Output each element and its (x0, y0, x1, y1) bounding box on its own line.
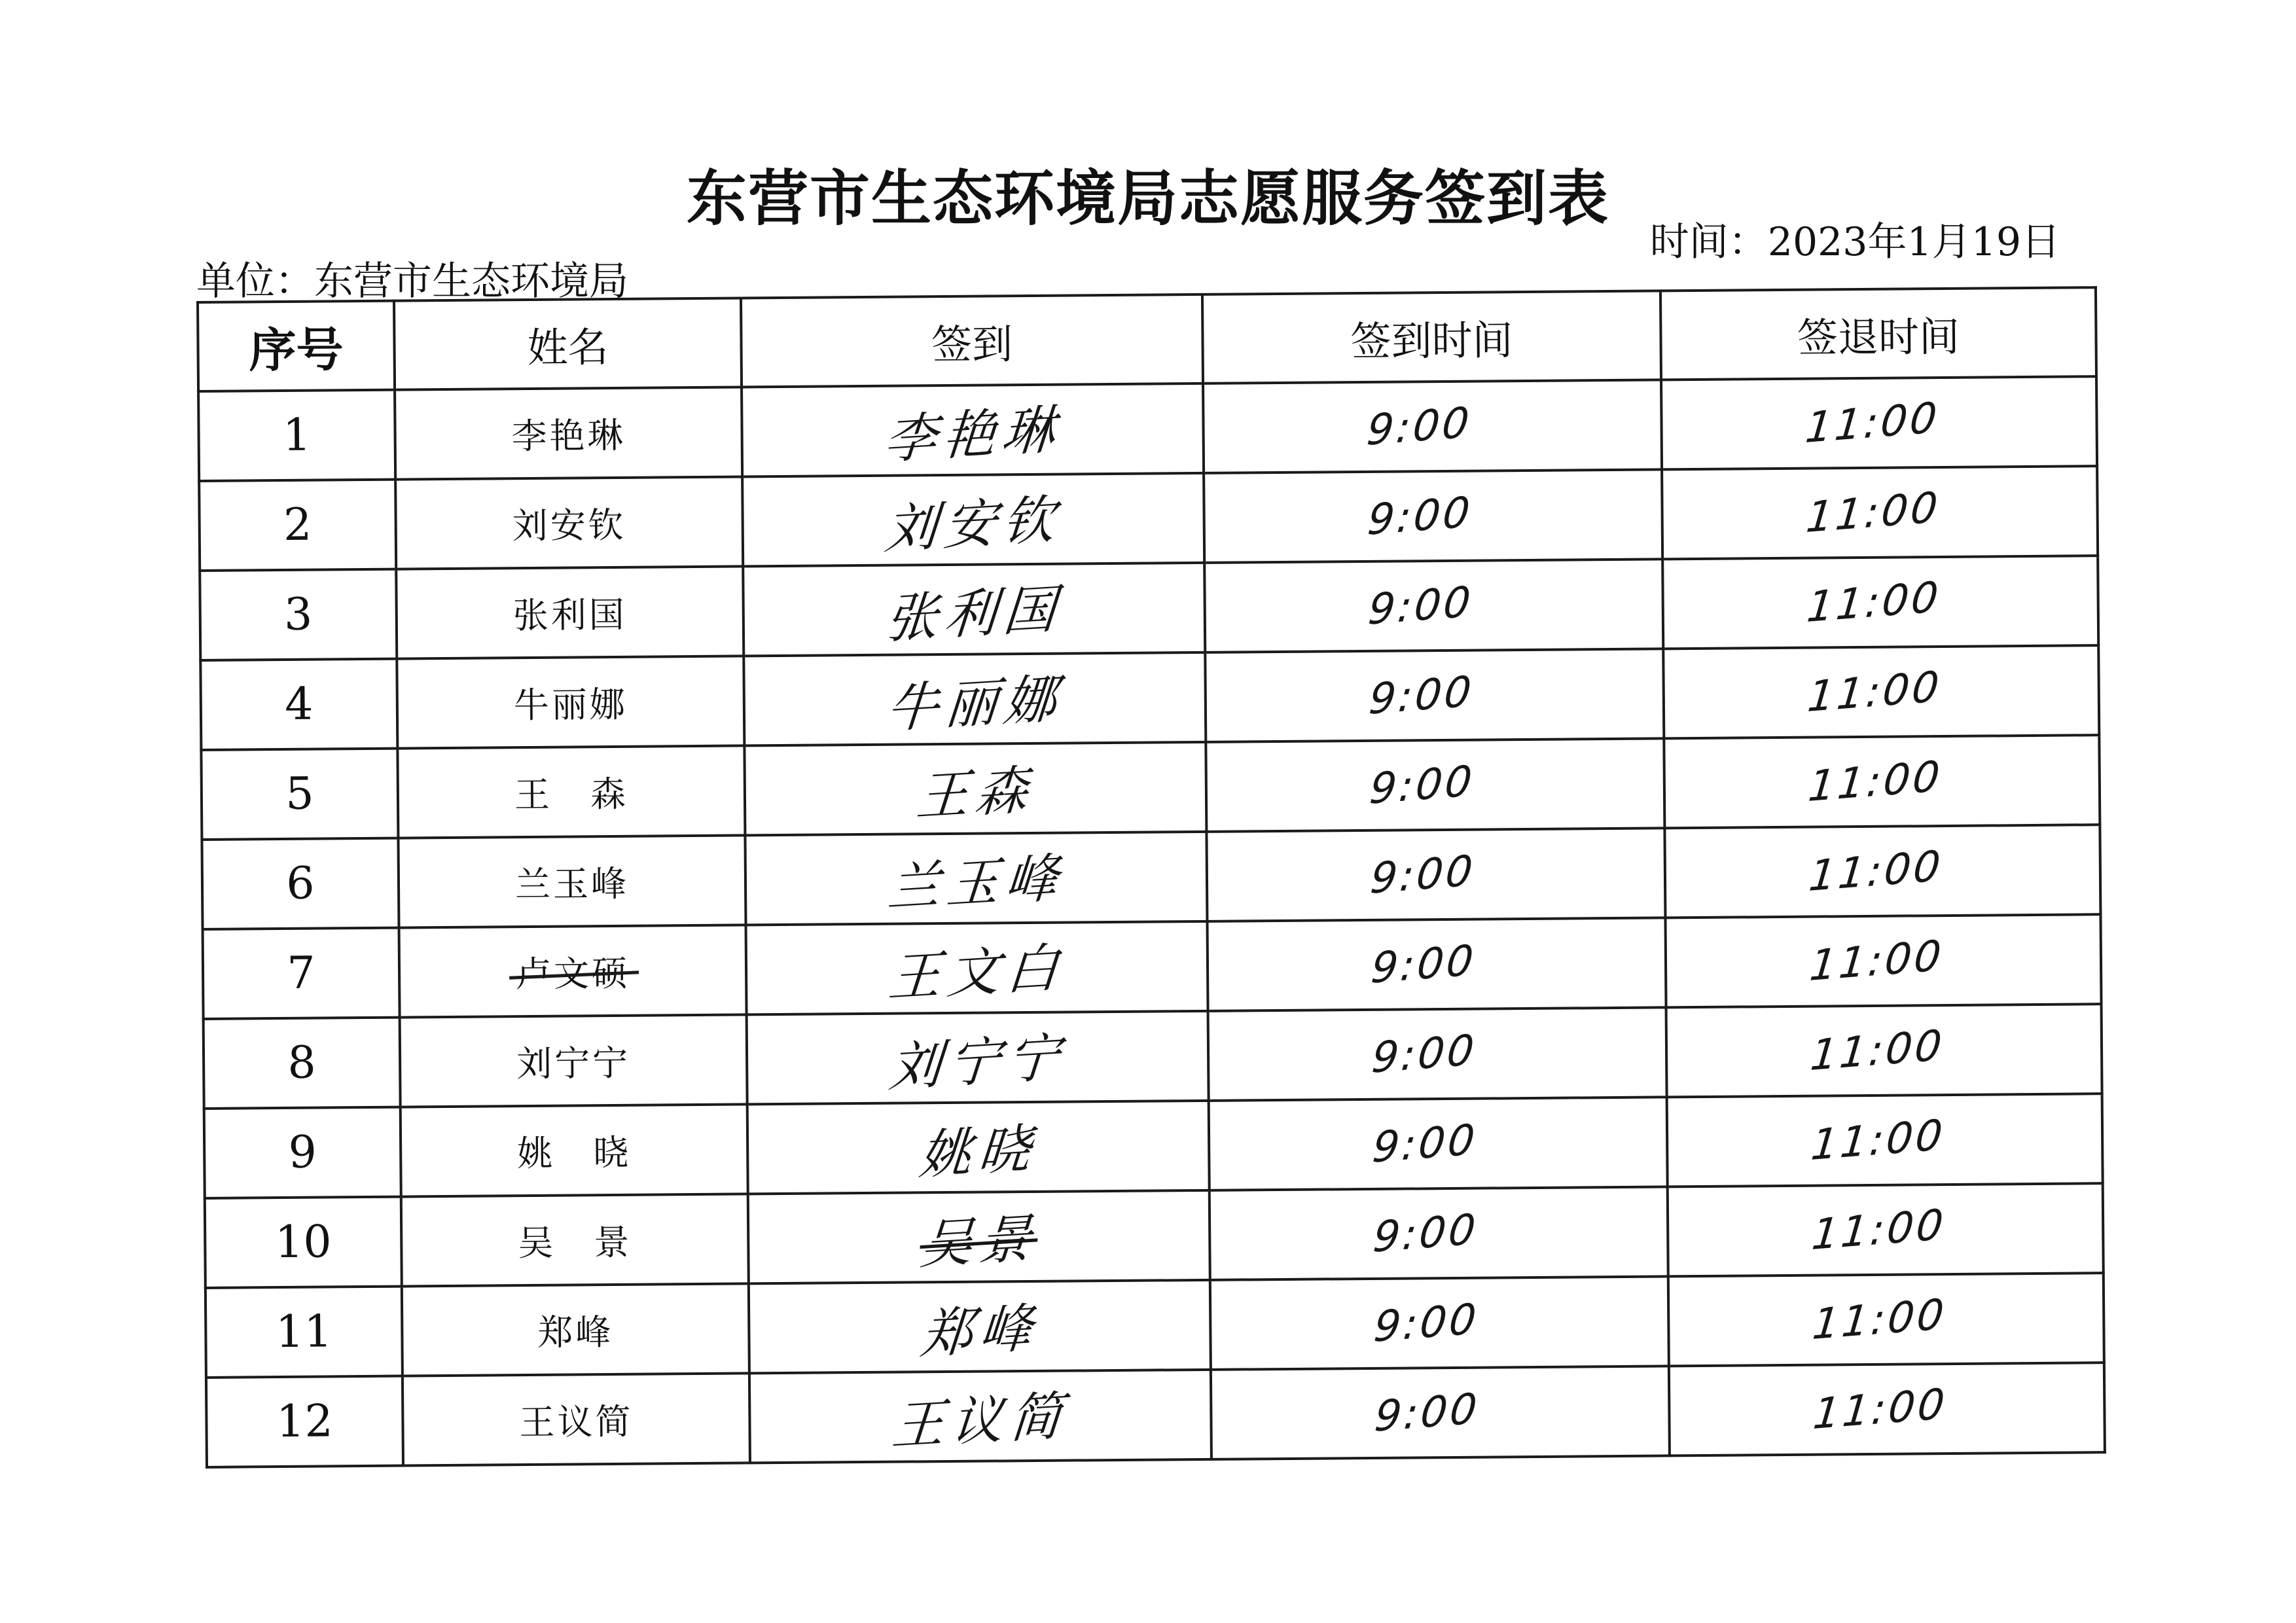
row-name: 刘宁宁 (516, 1042, 631, 1085)
handwritten-checkout-time: 11:00 (1810, 1290, 1949, 1349)
row-signature-cell (745, 832, 1207, 925)
row-checkin-cell (1203, 380, 1662, 473)
handwritten-checkout-time: 11:00 (1805, 662, 1944, 722)
row-name-cell (401, 1104, 748, 1196)
table-row (201, 735, 2100, 840)
row-signature-cell (744, 742, 1206, 836)
table-header-row (198, 287, 2096, 391)
row-signature-cell (746, 921, 1208, 1015)
handwritten-checkin-time: 9:00 (1371, 1205, 1480, 1262)
row-index: 5 (201, 749, 398, 840)
handwritten-checkout-time: 11:00 (1808, 1021, 1947, 1080)
handwritten-checkin-time: 9:00 (1370, 1115, 1480, 1173)
row-checkout-cell (1661, 376, 2097, 469)
row-index: 11 (206, 1287, 403, 1378)
header-checkin-time: 签到时间 (1202, 291, 1661, 383)
handwritten-checkout-time: 11:00 (1804, 573, 1943, 632)
row-checkout-cell (1664, 825, 2100, 918)
handwritten-checkin-time: 9:00 (1368, 846, 1478, 904)
row-name-cell (399, 925, 747, 1017)
handwritten-signature: 王议简 (889, 1385, 1071, 1457)
row-name-cell (397, 656, 744, 748)
row-index: 8 (204, 1018, 401, 1109)
row-checkout-cell (1665, 914, 2101, 1007)
row-name-cell (396, 566, 744, 658)
table-body (198, 376, 2105, 1467)
handwritten-signature: 王森 (914, 758, 1037, 828)
row-checkin-cell (1204, 469, 1662, 562)
row-name-cell (403, 1373, 750, 1465)
handwritten-checkout-time: 11:00 (1809, 1111, 1948, 1170)
handwritten-checkout-time: 11:00 (1806, 842, 1945, 901)
sheet-date: 时间：2023年1月19日 (1649, 219, 2060, 265)
row-signature-cell (749, 1370, 1211, 1463)
handwritten-checkin-time: 9:00 (1372, 1294, 1481, 1352)
row-name-cell (401, 1194, 749, 1286)
row-index: 12 (206, 1376, 403, 1467)
row-name: 郑峰 (537, 1311, 614, 1353)
row-name-struck: 卢文硕 (516, 946, 630, 997)
sheet-unit: 单位：东营市生态环境局 (196, 259, 628, 304)
row-checkin-cell (1207, 918, 1666, 1010)
table-row (204, 1094, 2103, 1198)
row-signature-cell (744, 652, 1206, 746)
row-name: 王议简 (519, 1400, 634, 1444)
handwritten-checkin-time: 9:00 (1366, 577, 1475, 635)
row-signature-cell (749, 1280, 1211, 1374)
handwritten-checkout-time: 11:00 (1803, 393, 1942, 453)
handwritten-signature: 兰玉峰 (885, 847, 1067, 919)
handwritten-signature: 李艳琳 (882, 399, 1064, 471)
table-row (200, 645, 2099, 750)
handwritten-signature: 姚晓 (916, 1117, 1039, 1186)
handwritten-signature: 刘安钦 (882, 488, 1064, 561)
row-checkout-cell (1668, 1273, 2104, 1366)
handwritten-checkin-time: 9:00 (1367, 757, 1477, 814)
row-signature-cell (743, 563, 1205, 656)
row-checkout-cell (1663, 645, 2099, 738)
row-checkin-cell (1210, 1276, 1669, 1369)
page-title: 东营市生态环境局志愿服务签到表 (686, 164, 1609, 234)
row-name-cell (400, 1014, 747, 1107)
row-name: 兰玉峰 (514, 863, 630, 906)
row-checkin-cell (1206, 828, 1665, 921)
row-index: 7 (203, 928, 400, 1019)
row-checkout-cell (1667, 1094, 2103, 1186)
handwritten-signature: 牛丽娜 (884, 668, 1066, 740)
row-index: 10 (205, 1197, 402, 1288)
handwritten-checkin-time: 9:00 (1372, 1384, 1482, 1442)
row-index: 1 (198, 390, 395, 481)
header-name: 姓名 (394, 298, 742, 389)
row-checkout-cell (1669, 1363, 2105, 1455)
handwritten-checkout-time: 11:00 (1810, 1200, 1948, 1260)
handwritten-checkin-time: 9:00 (1367, 667, 1477, 724)
row-checkout-cell (1668, 1183, 2104, 1276)
row-name-cell (398, 835, 745, 927)
row-checkin-cell (1211, 1366, 1670, 1459)
row-signature-cell (742, 473, 1204, 567)
row-name: 吴 景 (518, 1221, 632, 1264)
row-name: 牛丽娜 (513, 683, 628, 726)
row-signature-cell (747, 1101, 1210, 1194)
row-checkout-cell (1666, 1004, 2102, 1097)
row-name: 张利国 (512, 594, 628, 637)
row-index: 9 (204, 1107, 401, 1198)
row-index: 3 (200, 569, 397, 660)
row-signature-cell (747, 1011, 1209, 1105)
row-checkout-cell (1664, 735, 2100, 828)
row-checkin-cell (1210, 1186, 1668, 1279)
row-name-cell (395, 476, 743, 569)
sign-in-table (196, 286, 2106, 1469)
row-signature-cell (742, 383, 1204, 477)
row-name: 刘安钦 (512, 504, 626, 547)
row-name-cell (395, 387, 742, 479)
handwritten-checkout-time: 11:00 (1811, 1380, 1950, 1439)
handwritten-checkin-time: 9:00 (1365, 398, 1474, 455)
row-signature-cell (748, 1190, 1210, 1284)
handwritten-checkout-time: 11:00 (1807, 931, 1946, 991)
handwritten-signature: 张利国 (883, 578, 1065, 651)
handwritten-signature: 王文白 (886, 936, 1067, 1009)
handwritten-checkout-time: 11:00 (1806, 752, 1945, 812)
row-index: 4 (200, 659, 397, 750)
table-row (205, 1183, 2104, 1288)
handwritten-checkin-time: 9:00 (1369, 936, 1479, 993)
row-checkin-cell (1205, 649, 1664, 741)
row-checkin-cell (1209, 1097, 1668, 1190)
row-checkout-cell (1662, 556, 2098, 649)
handwritten-checkout-time: 11:00 (1804, 483, 1943, 543)
handwritten-signature: 吴景 (917, 1207, 1040, 1276)
row-name-cell (397, 745, 745, 838)
table-row (198, 376, 2097, 481)
table-row (206, 1363, 2105, 1467)
table-row (203, 914, 2102, 1019)
handwritten-signature: 刘宁宁 (886, 1026, 1068, 1099)
handwritten-checkin-time: 9:00 (1365, 488, 1475, 545)
row-checkin-cell (1206, 738, 1664, 831)
row-checkin-cell (1208, 1007, 1667, 1100)
row-name: 姚 晓 (516, 1132, 632, 1175)
header-signature: 签到 (741, 294, 1203, 387)
row-name: 李艳琳 (511, 414, 626, 457)
header-index: 序号 (198, 301, 395, 391)
handwritten-signature: 郑峰 (918, 1296, 1041, 1366)
row-index: 2 (199, 480, 396, 571)
table-row (204, 1004, 2102, 1109)
row-checkout-cell (1662, 466, 2098, 559)
row-name-cell (402, 1283, 749, 1376)
table-row (206, 1273, 2104, 1378)
handwritten-checkin-time: 9:00 (1369, 1026, 1479, 1083)
table-row (202, 825, 2100, 929)
table-row (199, 466, 2098, 571)
row-index: 6 (202, 838, 399, 929)
row-name: 王 森 (514, 773, 629, 816)
table-row (200, 556, 2098, 660)
row-checkin-cell (1204, 559, 1663, 652)
header-checkout-time: 签退时间 (1660, 287, 2096, 380)
